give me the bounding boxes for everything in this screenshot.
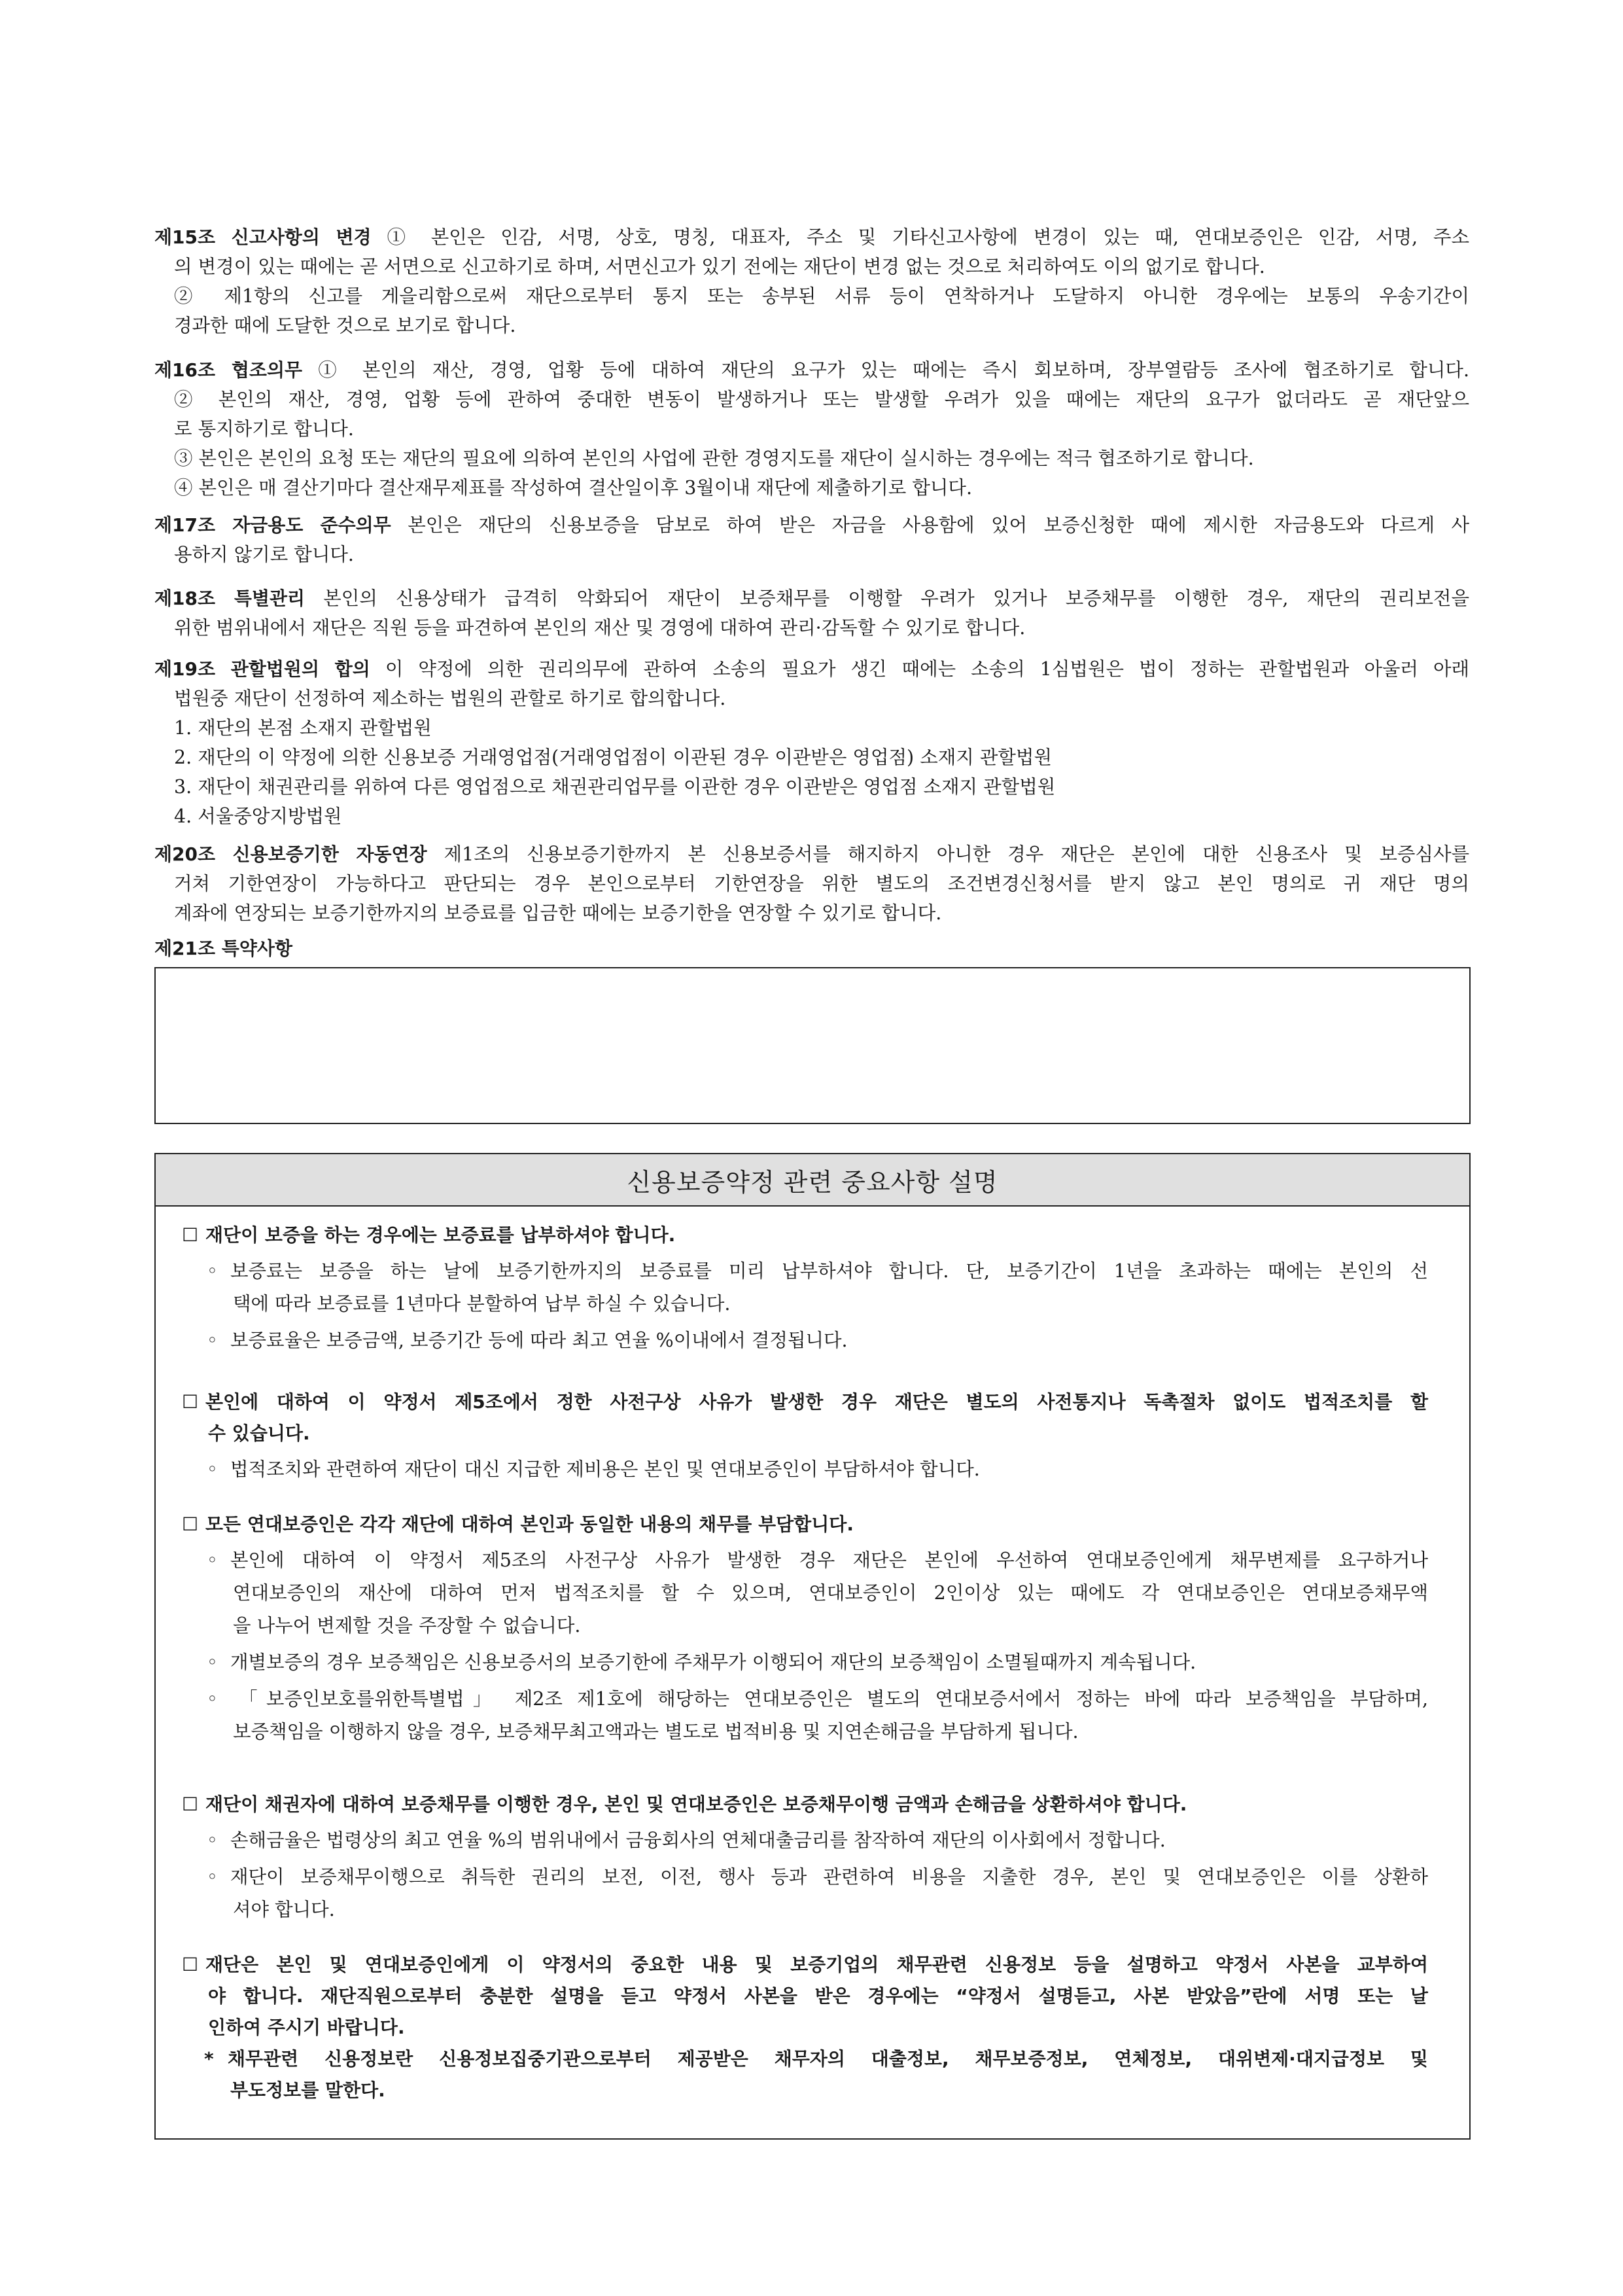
article-19-item-3: 3. 재단이 채권관리를 위하여 다른 영업점으로 채권관리업무를 이관한 경우 이관받은 영업점 소재지 관할법원 [174,776,1056,798]
checkbox-icon: ☐ [182,1954,199,1975]
article-17-line-1: 본인은 재단의 신용보증을 담보로 하여 받은 자금을 사용함에 있어 보증신청한 때에 제시한 자금용도와 다르게 사 [408,514,1469,536]
bullet-icon: ◦ [207,1330,218,1351]
article-19-line-1: 이 약정에 의한 권리의무에 관하여 소송의 필요가 생긴 때에는 소송의 1심법원은 법이 정하는 관할법원과 아울러 아래 [385,658,1470,680]
bullet-icon: ◦ [207,1651,218,1673]
bullet-icon: ◦ [207,1458,218,1480]
notice-bullet: ◦ 재단이 보증채무이행으로 취득한 권리의 보전, 이전, 행사 등과 관련하여 비용을 지출한 경우, 본인 및 연대보증인은 이를 상환하 셔야 합니다. [182,1861,1428,1926]
bullet-icon: ◦ [207,1688,218,1710]
notice-section-3-head: 모든 연대보증인은 각각 재단에 대하여 본인과 동일한 내용의 채무를 부담합니다. [205,1513,854,1535]
article-16-line-3: 로 통지하기로 합니다. [174,418,354,440]
article-17-title: 제17조 자금용도 준수의무 [154,514,391,536]
notice-section-3 [182,1509,1428,1748]
article-15-title: 제15조 신고사항의 변경 [154,226,372,248]
article-19 [154,654,1469,831]
notice-section-4-head: 재단이 채권자에 대하여 보증채무를 이행한 경우, 본인 및 연대보증인은 보증채무이행 금액과 손해금을 상환하셔야 합니다. [205,1793,1187,1815]
article-16-line-2: ② 본인의 재산, 경영, 업황 등에 관하여 중대한 변동이 발생하거나 또는 발생할 우려가 있을 때에는 재단의 요구가 없더라도 곧 재단앞으 [174,389,1469,410]
notice-bullet: ◦ 「보증인보호를위한특별법」 제2조 제1호에 해당하는 연대보증인은 별도의 연대보증서에서 정하는 바에 따라 보증책임을 부담하며, 보증책임을 이행하지 않을 경우, 보증채무최고액과는 별도로 법적비용 및 지연손해금을 부담하게 됩니다. [182,1683,1428,1748]
article-20-line-1: 제1조의 신용보증기한까지 본 신용보증서를 해지하지 아니한 경우 재단은 본인에 대한 신용조사 및 보증심사를 [444,843,1470,865]
notice-section-2-head: 본인에 대하여 이 약정서 제5조에서 정한 사전구상 사유가 발생한 경우 재단은 별도의 사전통지나 독촉절차 없이도 법적조치를 할 [205,1391,1428,1413]
article-17-line-2: 용하지 않기로 합니다. [174,544,354,565]
checkbox-icon: ☐ [182,1513,199,1535]
notice-bullet: ◦ 보증료는 보증을 하는 날에 보증기한까지의 보증료를 미리 납부하셔야 합니다. 단, 보증기간이 1년을 초과하는 때에는 본인의 선 택에 따라 보증료를 1년마다 분할하여 납부 하실 수 있습니다. [182,1255,1428,1320]
article-16-title: 제16조 협조의무 [154,359,303,381]
notice-section-5-head: 재단은 본인 및 연대보증인에게 이 약정서의 중요한 내용 및 보증기업의 채무관련 신용정보 등을 설명하고 약정서 사본을 교부하여 [205,1954,1428,1975]
article-16-line-1: ① 본인의 재산, 경영, 업황 등에 대하여 재단의 요구가 있는 때에는 즉시 회보하며, 장부열람등 조사에 협조하기로 합니다. [318,359,1469,381]
article-20-line-2: 거쳐 기한연장이 가능하다고 판단되는 경우 본인으로부터 기한연장을 위한 별도의 조건변경신청서를 받지 않고 본인 명의로 귀 재단 명의 [174,873,1469,894]
article-19-item-4: 4. 서울중앙지방법원 [174,805,342,827]
checkbox-icon: ☐ [182,1793,199,1815]
bullet-icon: ◦ [207,1866,218,1888]
notice-section-4 [182,1789,1428,1926]
article-16-line-4: ③ 본인은 본인의 요청 또는 재단의 필요에 의하여 본인의 사업에 관한 경영지도를 재단이 실시하는 경우에는 적극 협조하기로 합니다. [174,448,1254,469]
article-18 [154,584,1469,643]
checkbox-icon: ☐ [182,1391,199,1413]
article-19-item-2: 2. 재단의 이 약정에 의한 신용보증 거래영업점(거래영업점이 이관된 경우 이관받은 영업점) 소재지 관할법원 [174,747,1052,768]
notice-title: 신용보증약정 관련 중요사항 설명 [156,1154,1469,1207]
notice-bullet: ◦ 손해금율은 법령상의 최고 연율 %의 범위내에서 금융회사의 연체대출금리를 참작하여 재단의 이사회에서 정합니다. [182,1824,1428,1857]
article-15-line-3: ② 제1항의 신고를 게을리함으로써 재단으로부터 통지 또는 송부된 서류 등이 연착하거나 도달하지 아니한 경우에는 보통의 우송기간이 [174,285,1469,307]
notice-bullet: ◦ 보증료율은 보증금액, 보증기간 등에 따라 최고 연율 %이내에서 결정됩니다. [182,1324,1428,1357]
article-18-title: 제18조 특별관리 [154,588,305,609]
notice-section-1 [182,1220,1428,1357]
article-15 [154,222,1469,340]
notice-section-5: ☐ 재단은 본인 및 연대보증인에게 이 약정서의 중요한 내용 및 보증기업의 채무관련 신용정보 등을 설명하고 약정서 사본을 교부하여 야 합니다. 재단직원으로부터 충분한 설명을 듣고 약정서 사본을 받은 경우에는 “약정서 설명듣고, 사본 받았음”란에 서명 또는 날 인하여 주시기 바랍니다. * 채무관련 신용정보란 신용정보집중기관으로부터 제공받은 채무자의 대출정보, 채무보증정보, 연체정보, 대위변제·대지급정보 및 부도정보를 말한다. [182,1949,1428,2106]
notice-section-2: ☐ 본인에 대하여 이 약정서 제5조에서 정한 사전구상 사유가 발생한 경우 재단은 별도의 사전통지나 독촉절차 없이도 법적조치를 할 수 있습니다. ◦ 법적조치와 관련하여 재단이 대신 지급한 제비용은 본인 및 연대보증인이 부담하셔야 합니다. [182,1386,1428,1486]
article-18-line-2: 위한 범위내에서 재단은 직원 등을 파견하여 본인의 재산 및 경영에 대하여 관리·감독할 수 있기로 합니다. [174,617,1026,639]
article-15-line-1: ① 본인은 인감, 서명, 상호, 명칭, 대표자, 주소 및 기타신고사항에 변경이 있는 때, 연대보증인은 인감, 서명, 주소 [387,226,1469,248]
article-15-line-4: 경과한 때에 도달한 것으로 보기로 합니다. [174,315,516,336]
asterisk-icon: * [204,2048,214,2070]
notice-bullet: ◦ 법적조치와 관련하여 재단이 대신 지급한 제비용은 본인 및 연대보증인이 부담하셔야 합니다. [182,1453,1428,1486]
article-19-item-1: 1. 재단의 본점 소재지 관할법원 [174,717,432,739]
article-18-line-1: 본인의 신용상태가 급격히 악화되어 재단이 보증채무를 이행할 우려가 있거나 보증채무를 이행한 경우, 재단의 권리보전을 [323,588,1469,609]
special-terms-box[interactable] [154,967,1471,1124]
notice-footnote: * 채무관련 신용정보란 신용정보집중기관으로부터 제공받은 채무자의 대출정보, 채무보증정보, 연체정보, 대위변제·대지급정보 및 부도정보를 말한다. [182,2043,1428,2106]
bullet-icon: ◦ [207,1549,218,1571]
article-21-title: 제21조 특약사항 [154,938,293,959]
notice-bullet: ◦ 개별보증의 경우 보증책임은 신용보증서의 보증기한에 주채무가 이행되어 재단의 보증책임이 소멸될때까지 계속됩니다. [182,1646,1428,1679]
article-16 [154,355,1469,503]
important-notice-box [154,1153,1471,2140]
article-20-title: 제20조 신용보증기한 자동연장 [154,843,427,865]
article-19-line-2: 법원중 재단이 선정하여 제소하는 법원의 관할로 하기로 합의합니다. [174,688,726,709]
article-16-line-5: ④ 본인은 매 결산기마다 결산재무제표를 작성하여 결산일이후 3월이내 재단에 제출하기로 합니다. [174,477,972,499]
article-20-line-3: 계좌에 연장되는 보증기한까지의 보증료를 입금한 때에는 보증기한을 연장할 수 있기로 합니다. [174,902,942,924]
notice-section-1-head: 재단이 보증을 하는 경우에는 보증료를 납부하셔야 합니다. [205,1224,676,1246]
article-19-title: 제19조 관할법원의 합의 [154,658,370,680]
article-20 [154,839,1469,928]
checkbox-icon: ☐ [182,1224,199,1246]
bullet-icon: ◦ [207,1829,218,1851]
notice-bullet: ◦ 본인에 대하여 이 약정서 제5조의 사전구상 사유가 발생한 경우 재단은 본인에 우선하여 연대보증인에게 채무변제를 요구하거나 연대보증인의 재산에 대하여 먼저 법적조치를 할 수 있으며, 연대보증인이 2인이상 있는 때에도 각 연대보증인은 연대보증채무액 을 나누어 변제할 것을 주장할 수 없습니다. [182,1544,1428,1642]
bullet-icon: ◦ [207,1260,218,1282]
article-17 [154,510,1469,569]
article-15-line-2: 의 변경이 있는 때에는 곧 서면으로 신고하기로 하며, 서면신고가 있기 전에는 재단이 변경 없는 것으로 처리하여도 이의 없기로 합니다. [174,256,1265,277]
